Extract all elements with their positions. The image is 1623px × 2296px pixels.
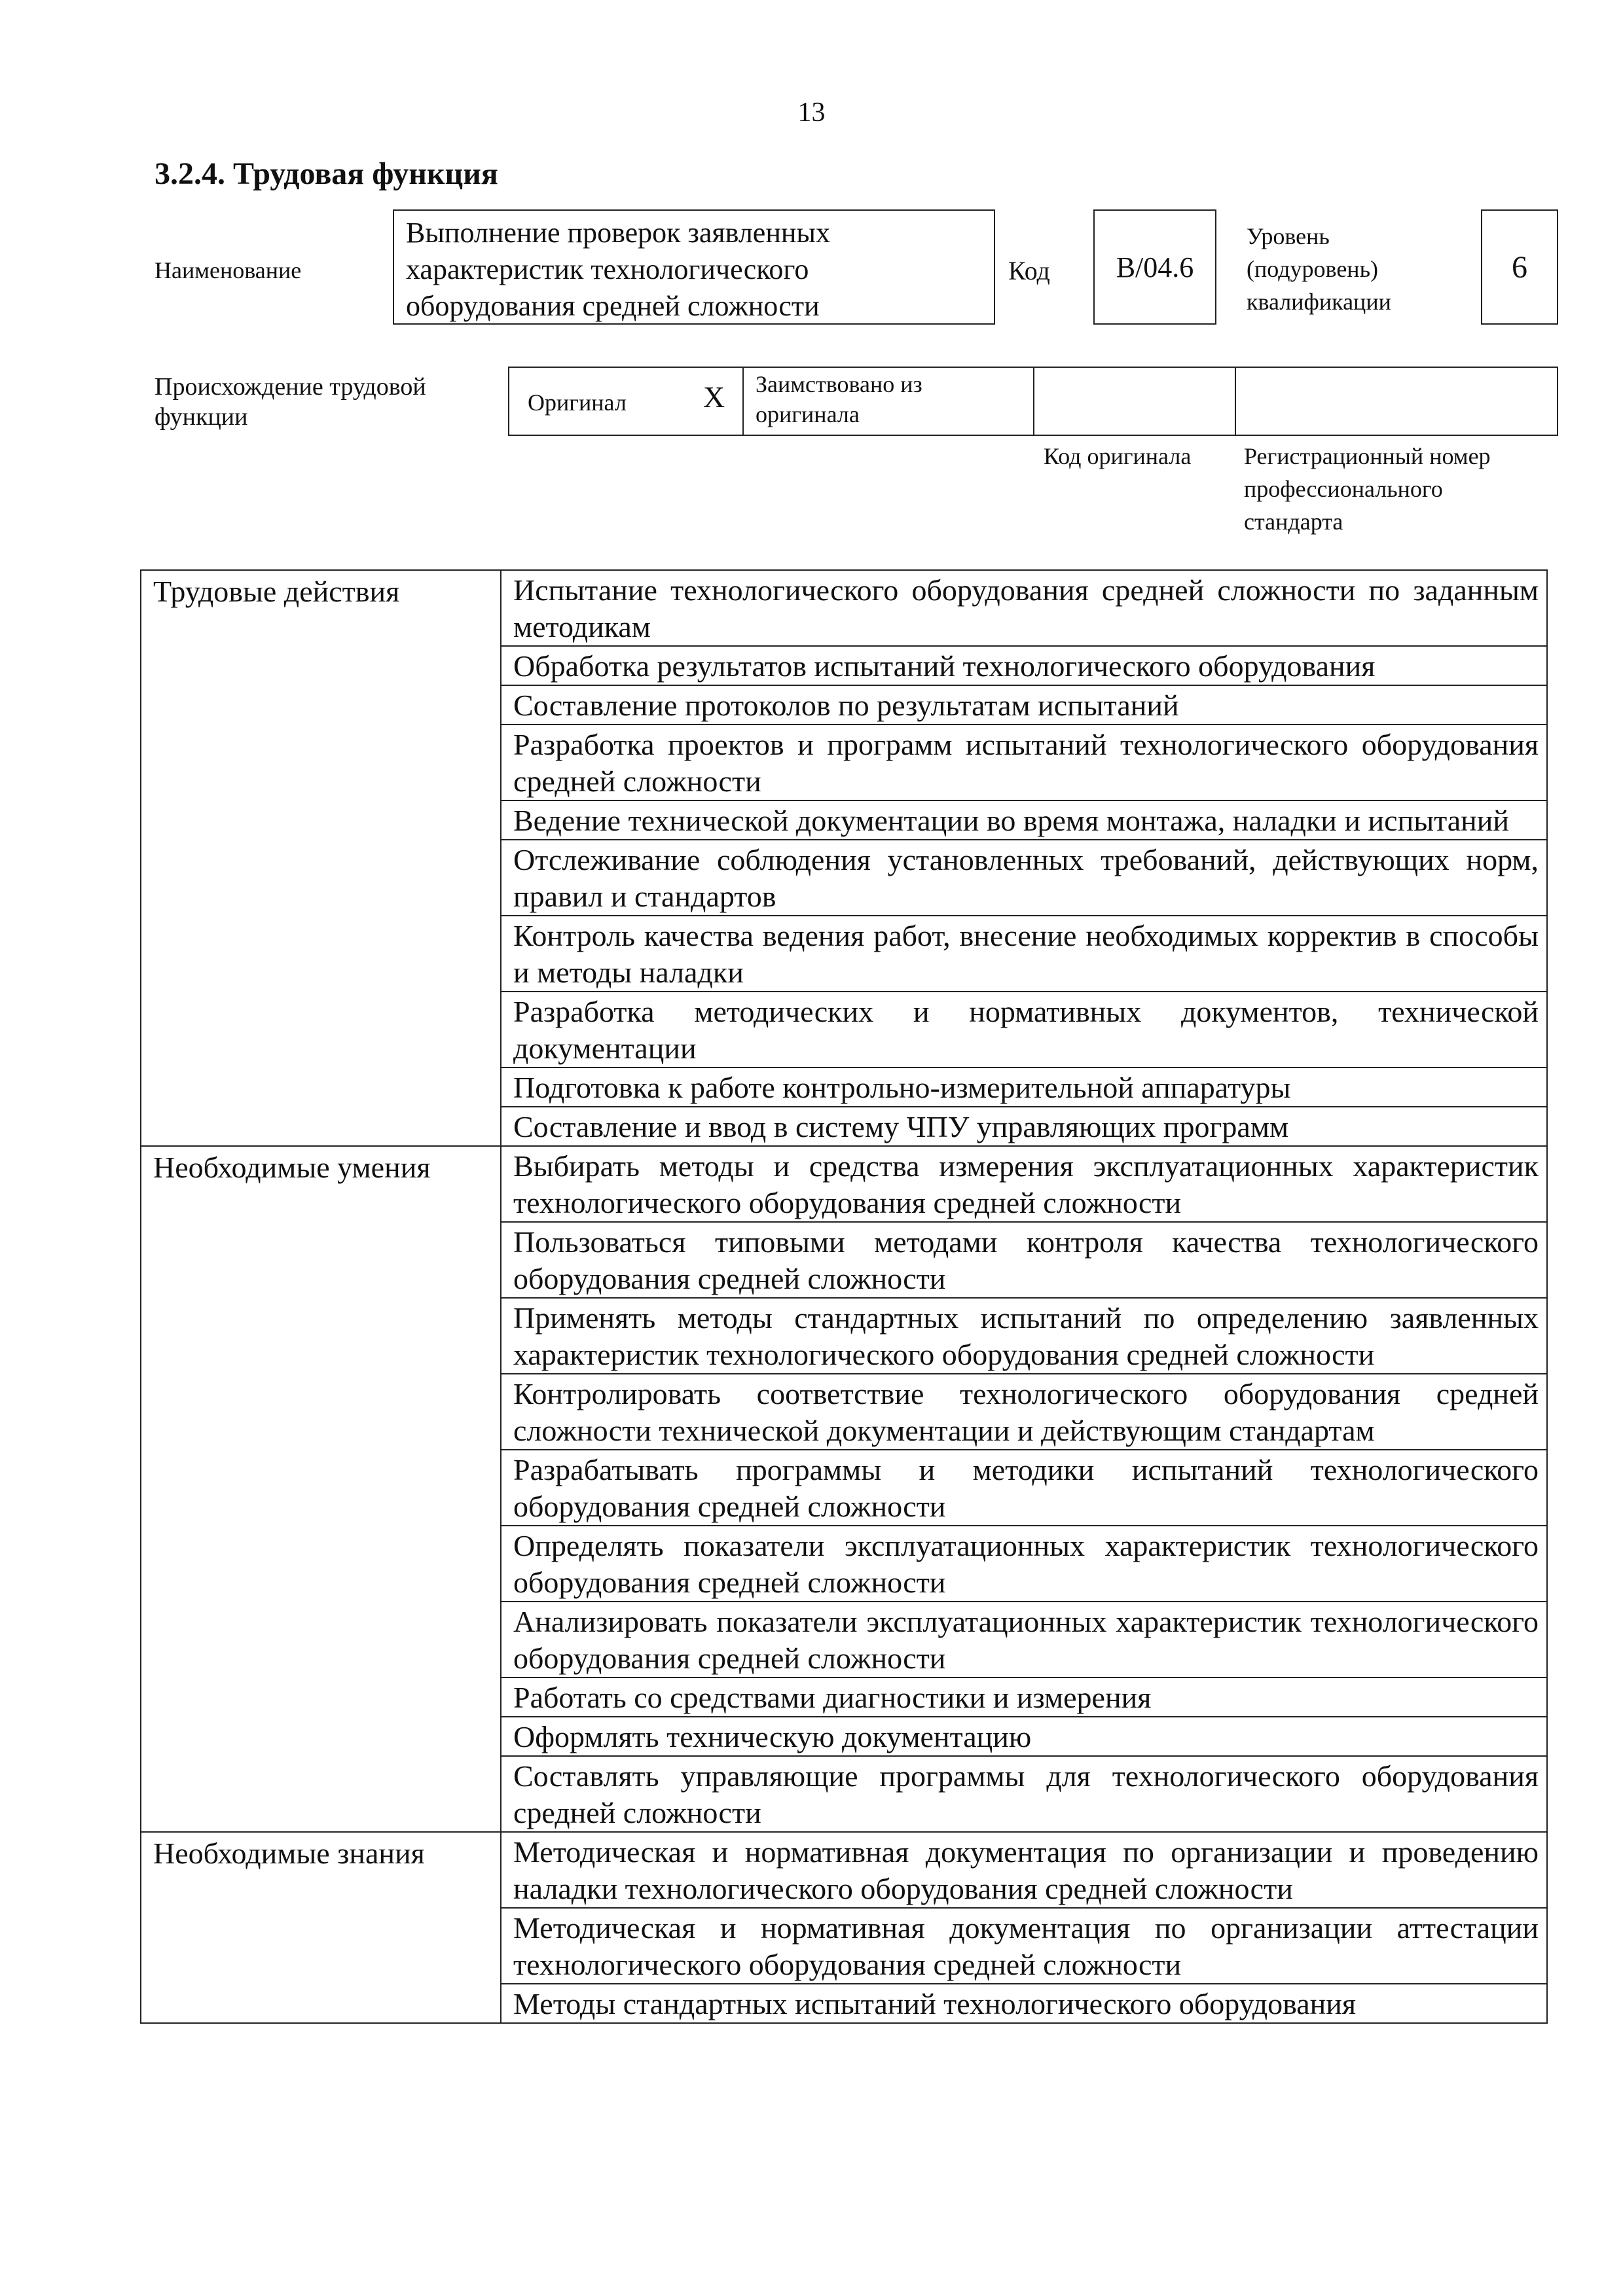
table-row: [141, 1832, 1547, 1908]
original-cell: [508, 367, 744, 436]
skill-item: Выбирать методы и средства измерения эксплуатационных характеристик технологического оборудования средней сложности: [501, 1146, 1547, 1222]
origin-label-line: функции: [155, 403, 248, 431]
original-mark: Х: [703, 380, 725, 414]
skill-item: Анализировать показатели эксплуатационных характеристик технологического оборудования средней сложности: [501, 1602, 1547, 1677]
skill-item: Пользоваться типовыми методами контроля качества технологического оборудования средней сложности: [501, 1222, 1547, 1298]
original-label: Оригинал: [528, 389, 627, 416]
knowledge-item: Методическая и нормативная документация по организации аттестации технологического оборудования средней сложности: [501, 1908, 1547, 1984]
code-value: В/04.6: [1093, 209, 1216, 325]
code-label: Код: [1008, 256, 1050, 285]
labor-action-item: Испытание технологического оборудования средней сложности по заданным методикам: [501, 570, 1547, 646]
skill-item: Разрабатывать программы и методики испытаний технологического оборудования средней сложности: [501, 1450, 1547, 1526]
reg-number-caption-line: профессионального: [1244, 476, 1443, 502]
skill-item: Работать со средствами диагностики и измерения: [501, 1677, 1547, 1717]
function-name-line: характеристик технологического: [406, 253, 809, 285]
labor-action-item: Контроль качества ведения работ, внесение необходимых корректив в способы и методы наладки: [501, 916, 1547, 992]
labor-action-item: Разработка проектов и программ испытаний технологического оборудования средней сложности: [501, 725, 1547, 800]
level-label-line: квалификации: [1247, 289, 1391, 315]
labor-action-item: Обработка результатов испытаний технологического оборудования: [501, 646, 1547, 685]
function-name-line: оборудования средней сложности: [406, 290, 820, 322]
labor-action-item: Отслеживание соблюдения установленных требований, действующих норм, правил и стандартов: [501, 840, 1547, 916]
level-label: [1247, 220, 1391, 318]
reg-number-caption-line: Регистрационный номер: [1244, 443, 1491, 469]
reg-number-caption-line: стандарта: [1244, 509, 1343, 535]
page-number: 13: [797, 98, 826, 128]
skill-item: Контролировать соответствие технологического оборудования средней сложности технической документации и действующим стандартам: [501, 1374, 1547, 1450]
level-label-line: Уровень: [1247, 223, 1330, 249]
origin-label: [155, 372, 426, 432]
borrowed-label-line: Заимствовано из: [756, 371, 922, 397]
labor-action-item: Ведение технической документации во время монтажа, наладки и испытаний: [501, 800, 1547, 840]
skill-item: Составлять управляющие программы для технологического оборудования средней сложности: [501, 1756, 1547, 1832]
original-code-cell: [1033, 367, 1236, 436]
table-row: [141, 1146, 1547, 1222]
borrowed-cell: [742, 367, 1034, 436]
labor-action-item: Составление и ввод в систему ЧПУ управляющих программ: [501, 1107, 1547, 1146]
table-row: [141, 570, 1547, 646]
functions-table: [140, 569, 1548, 2024]
level-value: 6: [1481, 209, 1558, 325]
origin-row: [508, 367, 1558, 436]
reg-number-caption: [1244, 440, 1491, 538]
knowledge-label: Необходимые знания: [141, 1832, 501, 2023]
skill-item: Оформлять техническую документацию: [501, 1717, 1547, 1756]
knowledge-item: Методическая и нормативная документация по организации и проведению наладки технологического оборудования средней сложности: [501, 1832, 1547, 1908]
code-original-caption: Код оригинала: [1044, 443, 1192, 469]
knowledge-item: Методы стандартных испытаний технологического оборудования: [501, 1984, 1547, 2023]
labor-action-item: Подготовка к работе контрольно-измерительной аппаратуры: [501, 1067, 1547, 1107]
function-name-box: [393, 209, 995, 325]
reg-number-cell: [1235, 367, 1558, 436]
labor-actions-label: Трудовые действия: [141, 570, 501, 1146]
skill-item: Определять показатели эксплуатационных характеристик технологического оборудования средней сложности: [501, 1526, 1547, 1602]
labor-action-item: Разработка методических и нормативных документов, технической документации: [501, 992, 1547, 1067]
function-name-line: Выполнение проверок заявленных: [406, 217, 830, 249]
labor-action-item: Составление протоколов по результатам испытаний: [501, 685, 1547, 725]
origin-label-line: Происхождение трудовой: [155, 373, 426, 401]
section-title: 3.2.4. Трудовая функция: [155, 156, 498, 191]
level-label-line: (подуровень): [1247, 256, 1378, 282]
name-label: Наименование: [155, 257, 302, 283]
borrowed-label-line: оригинала: [756, 401, 860, 427]
skill-item: Применять методы стандартных испытаний по определению заявленных характеристик технологического оборудования средней сложности: [501, 1298, 1547, 1374]
skills-label: Необходимые умения: [141, 1146, 501, 1832]
